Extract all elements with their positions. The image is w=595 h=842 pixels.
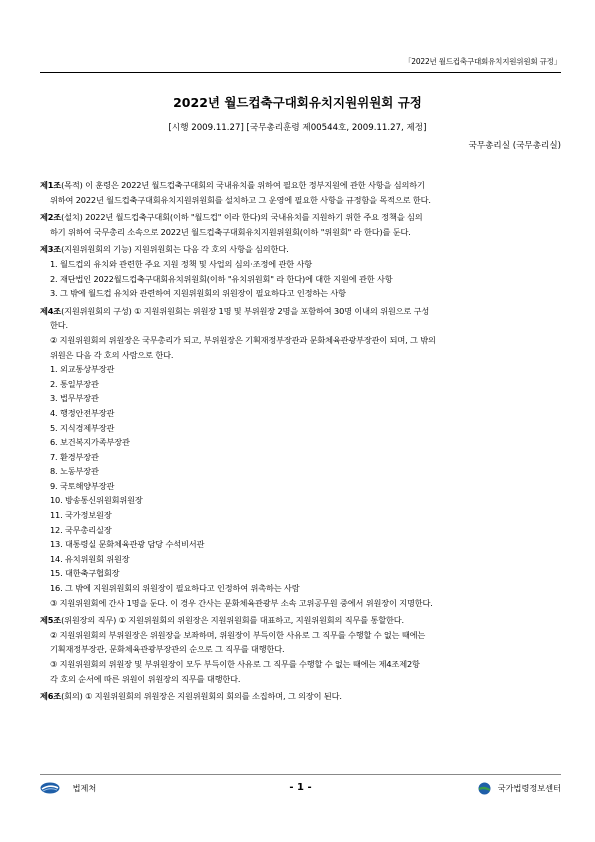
list-item: 13. 대통령실 문화체육관광 담당 수석비서관 <box>50 539 205 550</box>
article-number: 제6조 <box>40 691 62 702</box>
article-line <box>40 318 561 333</box>
list-item: 7. 환경부장관 <box>50 451 99 462</box>
list-item: 4. 행정안전부장관 <box>50 407 115 418</box>
footer-right <box>478 782 561 795</box>
article-number: 제2조 <box>40 212 62 223</box>
article-text: (설치) 2022년 월드컵축구대회(이하 "월드컵" 이라 한다)의 국내유치를 지원하기 위한 주요 정책을 심의 <box>61 212 423 223</box>
list-item: 5. 지식경제부장관 <box>50 422 115 433</box>
article-text: (위원장의 직무) ① 지원위원회의 위원장은 지원위원회를 대표하고, 지원위원회의 직무를 통할한다. <box>61 615 404 626</box>
page-number: - 1 - <box>289 782 312 793</box>
list-item: 16. 그 밖에 지원위원회의 위원장이 필요하다고 인정하여 위촉하는 사람 <box>50 583 300 594</box>
paragraph-line: ② 지원위원회의 부위원장은 위원장을 보좌하며, 위원장이 부득이한 사유로 그 직무를 수행할 수 없는 때에는 <box>50 629 426 640</box>
article-line <box>40 613 561 628</box>
article-text: 위하여 2022년 월드컵축구대회유치지원위원회를 설치하고 그 운영에 필요한 사항을 규정함을 목적으로 한다. <box>50 194 431 205</box>
running-header: 「2022년 월드컵축구대회유치지원위원회 규정」 <box>403 57 561 66</box>
list-item: 2. 통일부장관 <box>50 378 99 389</box>
list-item: 1. 월드컵의 유치와 관련한 주요 지원 정책 및 사업의 심의·조정에 관한 사항 <box>50 258 312 269</box>
list-item: 11. 국가정보원장 <box>50 510 112 521</box>
list-item: 6. 보건복지가족부장관 <box>50 437 130 448</box>
document-title: 2022년 월드컵축구대회유치지원위원회 규정 <box>173 95 422 110</box>
article-line <box>40 193 561 208</box>
list-item: 12. 국무총리실장 <box>50 524 112 535</box>
page-footer <box>40 780 561 800</box>
list-item: 10. 방송통신위원회위원장 <box>50 495 143 506</box>
article-text: 하기 위하여 국무총리 소속으로 2022년 월드컵축구대회유치지원위원회(이하 "위원회" 라 한다)를 둔다. <box>50 226 411 237</box>
paragraph-line: ② 지원위원회의 위원장은 국무총리가 되고, 부위원장은 기획재정부장관과 문화체육관광부장관이 되며, 그 밖의 <box>50 334 436 345</box>
article-line <box>40 178 561 193</box>
article-line <box>40 210 561 225</box>
list-item: 3. 법무부장관 <box>50 393 99 404</box>
paragraph-line: 기획재정부장관, 문화체육관광부장관의 순으로 그 직무를 대행한다. <box>50 644 285 655</box>
list-item: 9. 국토해양부장관 <box>50 480 115 491</box>
list-item: 3. 그 밖에 월드컵 유치와 관련하여 지원위원회의 위원장이 필요하다고 인정하는 사항 <box>50 288 346 299</box>
article-number: 제1조 <box>40 180 62 190</box>
article-number: 제3조 <box>40 244 62 255</box>
article-line <box>40 225 561 240</box>
list-item: 15. 대한축구협회장 <box>50 568 120 579</box>
article-text: (지원위원회의 기능) 지원위원회는 다음 각 호의 사항을 심의한다. <box>61 244 289 255</box>
article-text: (목적) 이 훈령은 2022년 월드컵축구대회의 국내유치를 위하여 필요한 정부지원에 관한 사항을 심의하기 <box>61 180 425 190</box>
article-text: 한다. <box>50 320 68 331</box>
footer-divider <box>40 774 561 775</box>
list-item: 14. 유치위원회 위원장 <box>50 553 130 564</box>
paragraph-line: ③ 지원위원회에 간사 1명을 둔다. 이 경우 간사는 문화체육관광부 소속 고위공무원 중에서 위원장이 지명한다. <box>50 597 433 608</box>
article-text: (회의) ① 지원위원회의 위원장은 지원위원회의 회의를 소집하며, 그 의장이 된다. <box>61 691 342 702</box>
article-line <box>40 304 561 319</box>
article-2 <box>40 210 561 239</box>
article-number: 제5조 <box>40 615 62 626</box>
article-4 <box>40 304 561 610</box>
article-text: (지원위원회의 구성) ① 지원위원회는 위원장 1명 및 부위원장 2명을 포함하여 30명 이내의 위원으로 구성 <box>61 305 430 316</box>
paragraph-line: ③ 지원위원회의 위원장 및 부위원장이 모두 부득이한 사유로 그 직무를 수행할 수 없는 때에는 제4조제2항 <box>50 659 420 669</box>
enforcement-info: [시행 2009.11.27] [국무총리훈령 제00544호, 2009.11.27, 제정] <box>168 123 427 133</box>
document-body <box>40 175 561 704</box>
ministry-name: 국무총리실 (국무총리실) <box>468 141 561 151</box>
list-item: 2. 재단법인 2022월드컵축구대회유치위원회(이하 "유치위원회" 라 한다)에 대한 지원에 관한 사항 <box>50 273 393 284</box>
footer-agency-label: 법제처 <box>72 782 97 793</box>
list-item: 1. 외교통상부장관 <box>50 364 115 375</box>
paragraph-line: 위원은 다음 각 호의 사람으로 한다. <box>50 349 174 360</box>
header-divider <box>40 72 561 73</box>
law-center-logo-icon <box>478 782 491 795</box>
article-line <box>40 689 561 704</box>
list-item: 8. 노동부장관 <box>50 466 99 477</box>
article-1 <box>40 178 561 207</box>
article-line <box>40 242 561 257</box>
footer-center-label: 국가법령정보센터 <box>497 783 561 793</box>
paragraph-line: 각 호의 순서에 따른 위원이 위원장의 직무를 대행한다. <box>50 673 241 684</box>
article-3 <box>40 242 561 300</box>
article-6 <box>40 689 561 704</box>
article-number: 제4조 <box>40 305 62 316</box>
article-5 <box>40 613 561 686</box>
